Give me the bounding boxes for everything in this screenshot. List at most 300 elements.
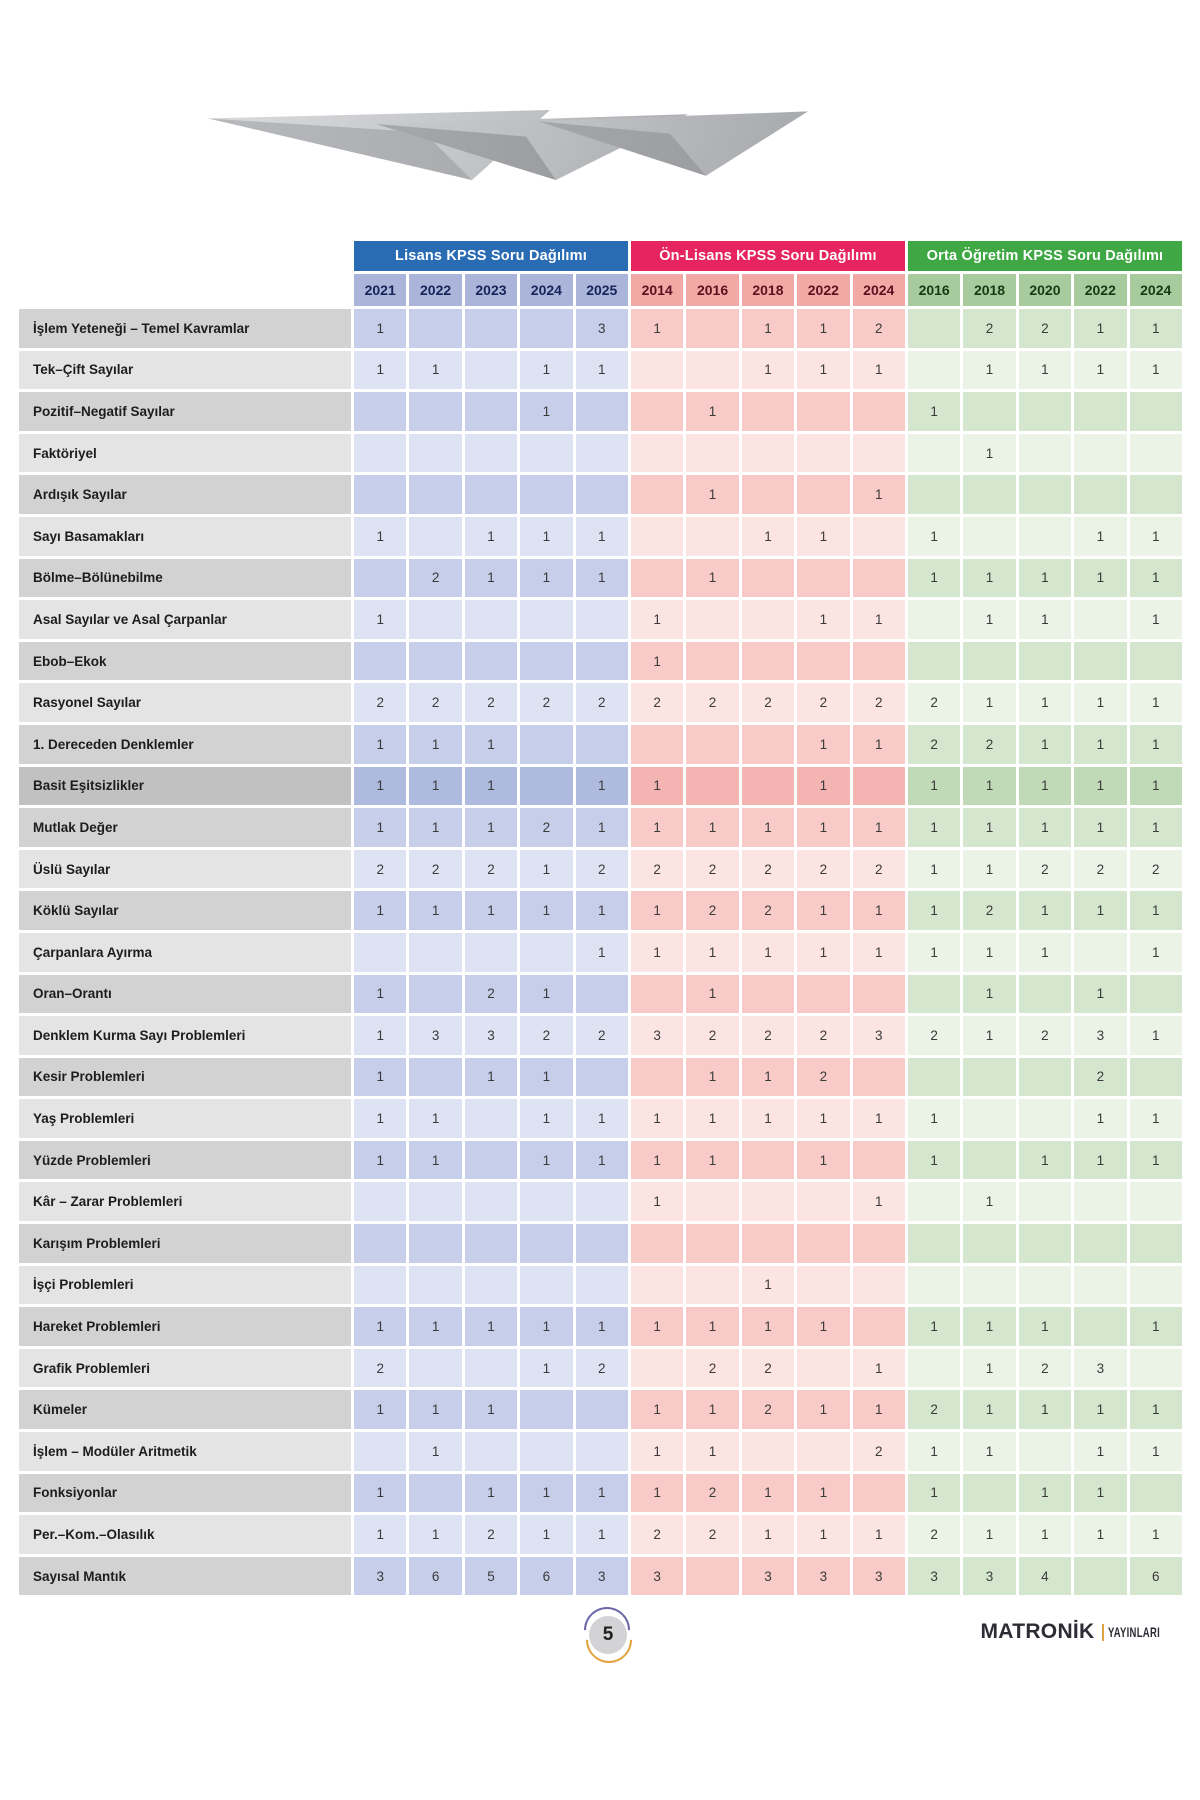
value-cell: 1 (1074, 1141, 1126, 1180)
value-cell (465, 351, 517, 390)
value-cell: 1 (409, 1307, 461, 1346)
value-cell (853, 1224, 905, 1263)
value-cell: 1 (853, 891, 905, 930)
value-cell: 1 (1074, 975, 1126, 1014)
value-cell: 1 (686, 933, 738, 972)
value-cell (742, 1432, 794, 1471)
value-cell: 1 (1074, 309, 1126, 348)
value-cell: 2 (631, 1515, 683, 1554)
value-cell (742, 1182, 794, 1221)
topic-label: 1. Dereceden Denklemler (19, 725, 351, 764)
value-cell: 1 (1019, 767, 1071, 806)
year-cell: 2014 (631, 274, 683, 306)
value-cell: 1 (520, 1474, 572, 1513)
value-cell (1074, 1307, 1126, 1346)
value-cell: 1 (631, 1099, 683, 1138)
value-cell: 1 (742, 1307, 794, 1346)
value-cell (354, 392, 406, 431)
value-cell: 1 (1130, 309, 1182, 348)
value-cell: 1 (354, 975, 406, 1014)
year-cell: 2020 (1019, 274, 1071, 306)
value-cell: 1 (963, 1182, 1015, 1221)
value-cell (631, 434, 683, 473)
value-cell: 1 (963, 1349, 1015, 1388)
value-cell (409, 975, 461, 1014)
value-cell (1074, 1224, 1126, 1263)
value-cell: 1 (1019, 891, 1071, 930)
value-cell: 1 (853, 600, 905, 639)
topic-label: Pozitif–Negatif Sayılar (19, 392, 351, 431)
value-cell (576, 975, 628, 1014)
value-cell (1019, 475, 1071, 514)
value-cell (520, 600, 572, 639)
value-cell: 1 (1074, 1390, 1126, 1429)
value-cell: 2 (686, 1016, 738, 1055)
value-cell (963, 1474, 1015, 1513)
value-cell (465, 1099, 517, 1138)
year-cell: 2024 (853, 274, 905, 306)
value-cell: 1 (520, 517, 572, 556)
value-cell: 1 (963, 808, 1015, 847)
value-cell: 1 (853, 808, 905, 847)
value-cell: 1 (520, 392, 572, 431)
value-cell: 1 (354, 1141, 406, 1180)
value-cell: 1 (1130, 600, 1182, 639)
value-cell (520, 1266, 572, 1305)
topic-label: Grafik Problemleri (19, 1349, 351, 1388)
value-cell (686, 434, 738, 473)
value-cell: 1 (631, 1432, 683, 1471)
value-cell: 1 (1074, 1432, 1126, 1471)
value-cell (1130, 975, 1182, 1014)
value-cell (797, 975, 849, 1014)
value-cell (465, 475, 517, 514)
value-cell: 2 (908, 683, 960, 722)
value-cell (409, 475, 461, 514)
value-cell: 1 (797, 808, 849, 847)
value-cell: 1 (797, 600, 849, 639)
value-cell (520, 1432, 572, 1471)
value-cell: 2 (853, 309, 905, 348)
value-cell (742, 767, 794, 806)
topic-label: Mutlak Değer (19, 808, 351, 847)
value-cell (465, 933, 517, 972)
value-cell (409, 309, 461, 348)
value-cell: 1 (465, 517, 517, 556)
value-cell: 1 (1130, 1307, 1182, 1346)
value-cell: 1 (1130, 1390, 1182, 1429)
value-cell (742, 975, 794, 1014)
value-cell: 1 (409, 351, 461, 390)
topic-label: Oran–Orantı (19, 975, 351, 1014)
value-cell: 1 (908, 1099, 960, 1138)
value-cell: 3 (963, 1557, 1015, 1596)
value-cell: 1 (1019, 559, 1071, 598)
value-cell (354, 559, 406, 598)
value-cell: 1 (963, 850, 1015, 889)
page-number-circle (589, 1616, 627, 1654)
value-cell: 2 (1130, 850, 1182, 889)
value-cell: 1 (908, 559, 960, 598)
value-cell: 1 (465, 1058, 517, 1097)
year-cell: 2016 (908, 274, 960, 306)
topic-label: Ardışık Sayılar (19, 475, 351, 514)
value-cell: 2 (908, 725, 960, 764)
value-cell (797, 1432, 849, 1471)
value-cell: 1 (797, 517, 849, 556)
value-cell: 3 (853, 1016, 905, 1055)
value-cell (354, 1224, 406, 1263)
value-cell (520, 1224, 572, 1263)
value-cell: 1 (1019, 1515, 1071, 1554)
value-cell (576, 642, 628, 681)
value-cell (1130, 1182, 1182, 1221)
page-number-badge (584, 1606, 632, 1664)
value-cell (631, 1058, 683, 1097)
value-cell (354, 475, 406, 514)
value-cell: 1 (520, 1099, 572, 1138)
value-cell: 1 (520, 975, 572, 1014)
value-cell (686, 1557, 738, 1596)
value-cell (742, 1224, 794, 1263)
value-cell: 2 (409, 559, 461, 598)
value-cell (631, 725, 683, 764)
publisher-logo (981, 1620, 1184, 1644)
value-cell: 1 (1019, 808, 1071, 847)
value-cell: 1 (963, 683, 1015, 722)
value-cell: 1 (797, 1515, 849, 1554)
topic-label: Sayısal Mantık (19, 1557, 351, 1596)
topic-label: Rasyonel Sayılar (19, 683, 351, 722)
topic-label: Denklem Kurma Sayı Problemleri (19, 1016, 351, 1055)
value-cell (853, 767, 905, 806)
value-cell (853, 1474, 905, 1513)
logo-separator (1102, 1624, 1104, 1641)
value-cell: 1 (1019, 725, 1071, 764)
value-cell (1130, 1058, 1182, 1097)
value-cell: 1 (908, 1432, 960, 1471)
topic-label: Ebob–Ekok (19, 642, 351, 681)
value-cell: 1 (797, 1390, 849, 1429)
value-cell: 2 (686, 891, 738, 930)
value-cell: 2 (1019, 309, 1071, 348)
value-cell: 1 (908, 933, 960, 972)
value-cell: 1 (1130, 1515, 1182, 1554)
value-cell: 2 (686, 1515, 738, 1554)
value-cell (797, 559, 849, 598)
value-cell (742, 642, 794, 681)
value-cell: 6 (1130, 1557, 1182, 1596)
value-cell (908, 351, 960, 390)
value-cell: 1 (576, 559, 628, 598)
value-cell: 1 (963, 933, 1015, 972)
year-cell: 2023 (465, 274, 517, 306)
value-cell: 1 (686, 1307, 738, 1346)
value-cell: 1 (354, 1058, 406, 1097)
value-cell: 1 (1019, 1474, 1071, 1513)
value-cell (1074, 475, 1126, 514)
value-cell: 1 (797, 1099, 849, 1138)
value-cell (797, 1349, 849, 1388)
value-cell (576, 1390, 628, 1429)
value-cell (1019, 1266, 1071, 1305)
value-cell: 2 (465, 975, 517, 1014)
year-cell: 2024 (1130, 274, 1182, 306)
value-cell: 2 (686, 1474, 738, 1513)
value-cell (409, 642, 461, 681)
year-cell: 2018 (963, 274, 1015, 306)
topic-label: Yaş Problemleri (19, 1099, 351, 1138)
year-cell: 2022 (1074, 274, 1126, 306)
value-cell: 1 (1019, 600, 1071, 639)
year-cell: 2022 (797, 274, 849, 306)
value-cell (797, 1224, 849, 1263)
value-cell: 1 (1019, 1307, 1071, 1346)
value-cell (576, 1432, 628, 1471)
value-cell (465, 1141, 517, 1180)
value-cell: 2 (686, 1349, 738, 1388)
value-cell (742, 559, 794, 598)
year-cell: 2016 (686, 274, 738, 306)
value-cell: 1 (1019, 351, 1071, 390)
value-cell: 1 (963, 975, 1015, 1014)
value-cell: 1 (409, 767, 461, 806)
value-cell: 1 (686, 1141, 738, 1180)
topic-label: Sayı Basamakları (19, 517, 351, 556)
value-cell (354, 1432, 406, 1471)
value-cell (1019, 1182, 1071, 1221)
value-cell (686, 600, 738, 639)
value-cell: 1 (1130, 891, 1182, 930)
publisher-name: MATRONİK (980, 1620, 1095, 1643)
value-cell: 1 (1074, 725, 1126, 764)
value-cell (520, 725, 572, 764)
value-cell (631, 559, 683, 598)
value-cell: 1 (853, 1349, 905, 1388)
value-cell: 1 (465, 1390, 517, 1429)
value-cell (1130, 475, 1182, 514)
value-cell (853, 559, 905, 598)
value-cell: 1 (1074, 517, 1126, 556)
value-cell: 1 (409, 1390, 461, 1429)
value-cell: 1 (354, 808, 406, 847)
value-cell (908, 434, 960, 473)
value-cell: 2 (520, 683, 572, 722)
value-cell: 2 (1019, 1349, 1071, 1388)
value-cell (409, 434, 461, 473)
value-cell: 1 (686, 1432, 738, 1471)
value-cell: 1 (853, 351, 905, 390)
value-cell: 1 (576, 1307, 628, 1346)
value-cell: 3 (797, 1557, 849, 1596)
value-cell (465, 309, 517, 348)
value-cell: 1 (853, 933, 905, 972)
value-cell: 2 (465, 683, 517, 722)
value-cell (465, 392, 517, 431)
value-cell: 1 (1130, 933, 1182, 972)
value-cell: 2 (1074, 1058, 1126, 1097)
value-cell (631, 351, 683, 390)
value-cell (853, 1307, 905, 1346)
value-cell: 1 (853, 1515, 905, 1554)
value-cell: 1 (520, 1141, 572, 1180)
value-cell (465, 434, 517, 473)
value-cell: 1 (742, 1515, 794, 1554)
value-cell (686, 767, 738, 806)
value-cell (908, 642, 960, 681)
value-cell (797, 1266, 849, 1305)
value-cell: 1 (576, 1141, 628, 1180)
value-cell: 1 (963, 767, 1015, 806)
value-cell: 1 (1074, 559, 1126, 598)
value-cell (686, 309, 738, 348)
value-cell: 1 (1074, 1474, 1126, 1513)
value-cell: 1 (742, 1474, 794, 1513)
value-cell: 1 (409, 891, 461, 930)
value-cell: 2 (686, 683, 738, 722)
value-cell: 1 (1019, 933, 1071, 972)
value-cell (520, 933, 572, 972)
value-cell: 1 (354, 1016, 406, 1055)
value-cell (409, 517, 461, 556)
value-cell: 1 (742, 1058, 794, 1097)
kpss-table (16, 238, 1185, 1598)
value-cell (409, 933, 461, 972)
value-cell: 1 (797, 1307, 849, 1346)
value-cell: 1 (686, 808, 738, 847)
value-cell (409, 1349, 461, 1388)
value-cell: 1 (631, 891, 683, 930)
value-cell (520, 309, 572, 348)
value-cell (409, 1474, 461, 1513)
year-cell: 2018 (742, 274, 794, 306)
value-cell: 2 (908, 1515, 960, 1554)
value-cell: 1 (686, 392, 738, 431)
value-cell (908, 1266, 960, 1305)
value-cell: 1 (686, 1099, 738, 1138)
group-header-0: Lisans KPSS Soru Dağılımı (354, 241, 628, 271)
value-cell (686, 1224, 738, 1263)
value-cell: 1 (963, 1307, 1015, 1346)
value-cell: 1 (465, 808, 517, 847)
value-cell: 2 (520, 808, 572, 847)
value-cell: 1 (631, 309, 683, 348)
value-cell: 2 (853, 850, 905, 889)
value-cell: 1 (576, 1099, 628, 1138)
value-cell: 3 (409, 1016, 461, 1055)
value-cell: 2 (797, 1016, 849, 1055)
value-cell (1130, 392, 1182, 431)
value-cell (686, 517, 738, 556)
value-cell: 1 (1130, 1432, 1182, 1471)
year-cell: 2022 (409, 274, 461, 306)
value-cell: 1 (908, 767, 960, 806)
value-cell (742, 434, 794, 473)
value-cell: 1 (576, 767, 628, 806)
value-cell: 1 (631, 1307, 683, 1346)
value-cell: 1 (520, 850, 572, 889)
value-cell: 1 (354, 725, 406, 764)
value-cell: 1 (963, 559, 1015, 598)
value-cell: 1 (631, 933, 683, 972)
topic-label: Hareket Problemleri (19, 1307, 351, 1346)
value-cell (853, 434, 905, 473)
value-cell: 1 (742, 1266, 794, 1305)
value-cell: 2 (631, 683, 683, 722)
value-cell (576, 434, 628, 473)
value-cell (908, 475, 960, 514)
value-cell: 1 (631, 808, 683, 847)
value-cell: 1 (1074, 808, 1126, 847)
value-cell: 1 (409, 1515, 461, 1554)
value-cell (1019, 1058, 1071, 1097)
value-cell: 2 (742, 683, 794, 722)
topic-label: Basit Eşitsizlikler (19, 767, 351, 806)
table-corner-spacer (19, 274, 351, 306)
value-cell: 1 (631, 1141, 683, 1180)
value-cell: 2 (465, 850, 517, 889)
value-cell (576, 1224, 628, 1263)
value-cell: 2 (631, 850, 683, 889)
topic-label: İşlem – Modüler Aritmetik (19, 1432, 351, 1471)
value-cell: 1 (742, 933, 794, 972)
value-cell: 1 (1130, 351, 1182, 390)
value-cell: 3 (908, 1557, 960, 1596)
value-cell: 1 (797, 309, 849, 348)
value-cell (576, 725, 628, 764)
value-cell: 2 (465, 1515, 517, 1554)
value-cell (963, 475, 1015, 514)
value-cell: 1 (631, 600, 683, 639)
value-cell (520, 434, 572, 473)
value-cell: 1 (908, 517, 960, 556)
year-cell: 2025 (576, 274, 628, 306)
value-cell: 2 (908, 1016, 960, 1055)
value-cell: 1 (908, 392, 960, 431)
value-cell: 2 (797, 1058, 849, 1097)
value-cell: 1 (354, 351, 406, 390)
value-cell: 1 (742, 1099, 794, 1138)
value-cell: 1 (797, 933, 849, 972)
topic-label: Asal Sayılar ve Asal Çarpanlar (19, 600, 351, 639)
value-cell (576, 1182, 628, 1221)
value-cell: 2 (354, 850, 406, 889)
topic-label: Kâr – Zarar Problemleri (19, 1182, 351, 1221)
value-cell: 1 (520, 1515, 572, 1554)
value-cell (631, 1349, 683, 1388)
value-cell: 1 (631, 1390, 683, 1429)
value-cell (465, 1432, 517, 1471)
value-cell: 1 (1019, 1141, 1071, 1180)
value-cell (963, 1141, 1015, 1180)
value-cell: 1 (797, 767, 849, 806)
value-cell: 1 (409, 1099, 461, 1138)
value-cell: 1 (908, 808, 960, 847)
value-cell: 3 (631, 1016, 683, 1055)
value-cell: 2 (1019, 850, 1071, 889)
value-cell (354, 434, 406, 473)
value-cell (354, 1266, 406, 1305)
value-cell: 3 (576, 309, 628, 348)
value-cell: 3 (1074, 1016, 1126, 1055)
value-cell: 1 (853, 1390, 905, 1429)
value-cell (409, 1182, 461, 1221)
value-cell (797, 642, 849, 681)
value-cell (1019, 1224, 1071, 1263)
value-cell: 1 (576, 517, 628, 556)
topic-label: Fonksiyonlar (19, 1474, 351, 1513)
value-cell: 1 (1130, 1141, 1182, 1180)
